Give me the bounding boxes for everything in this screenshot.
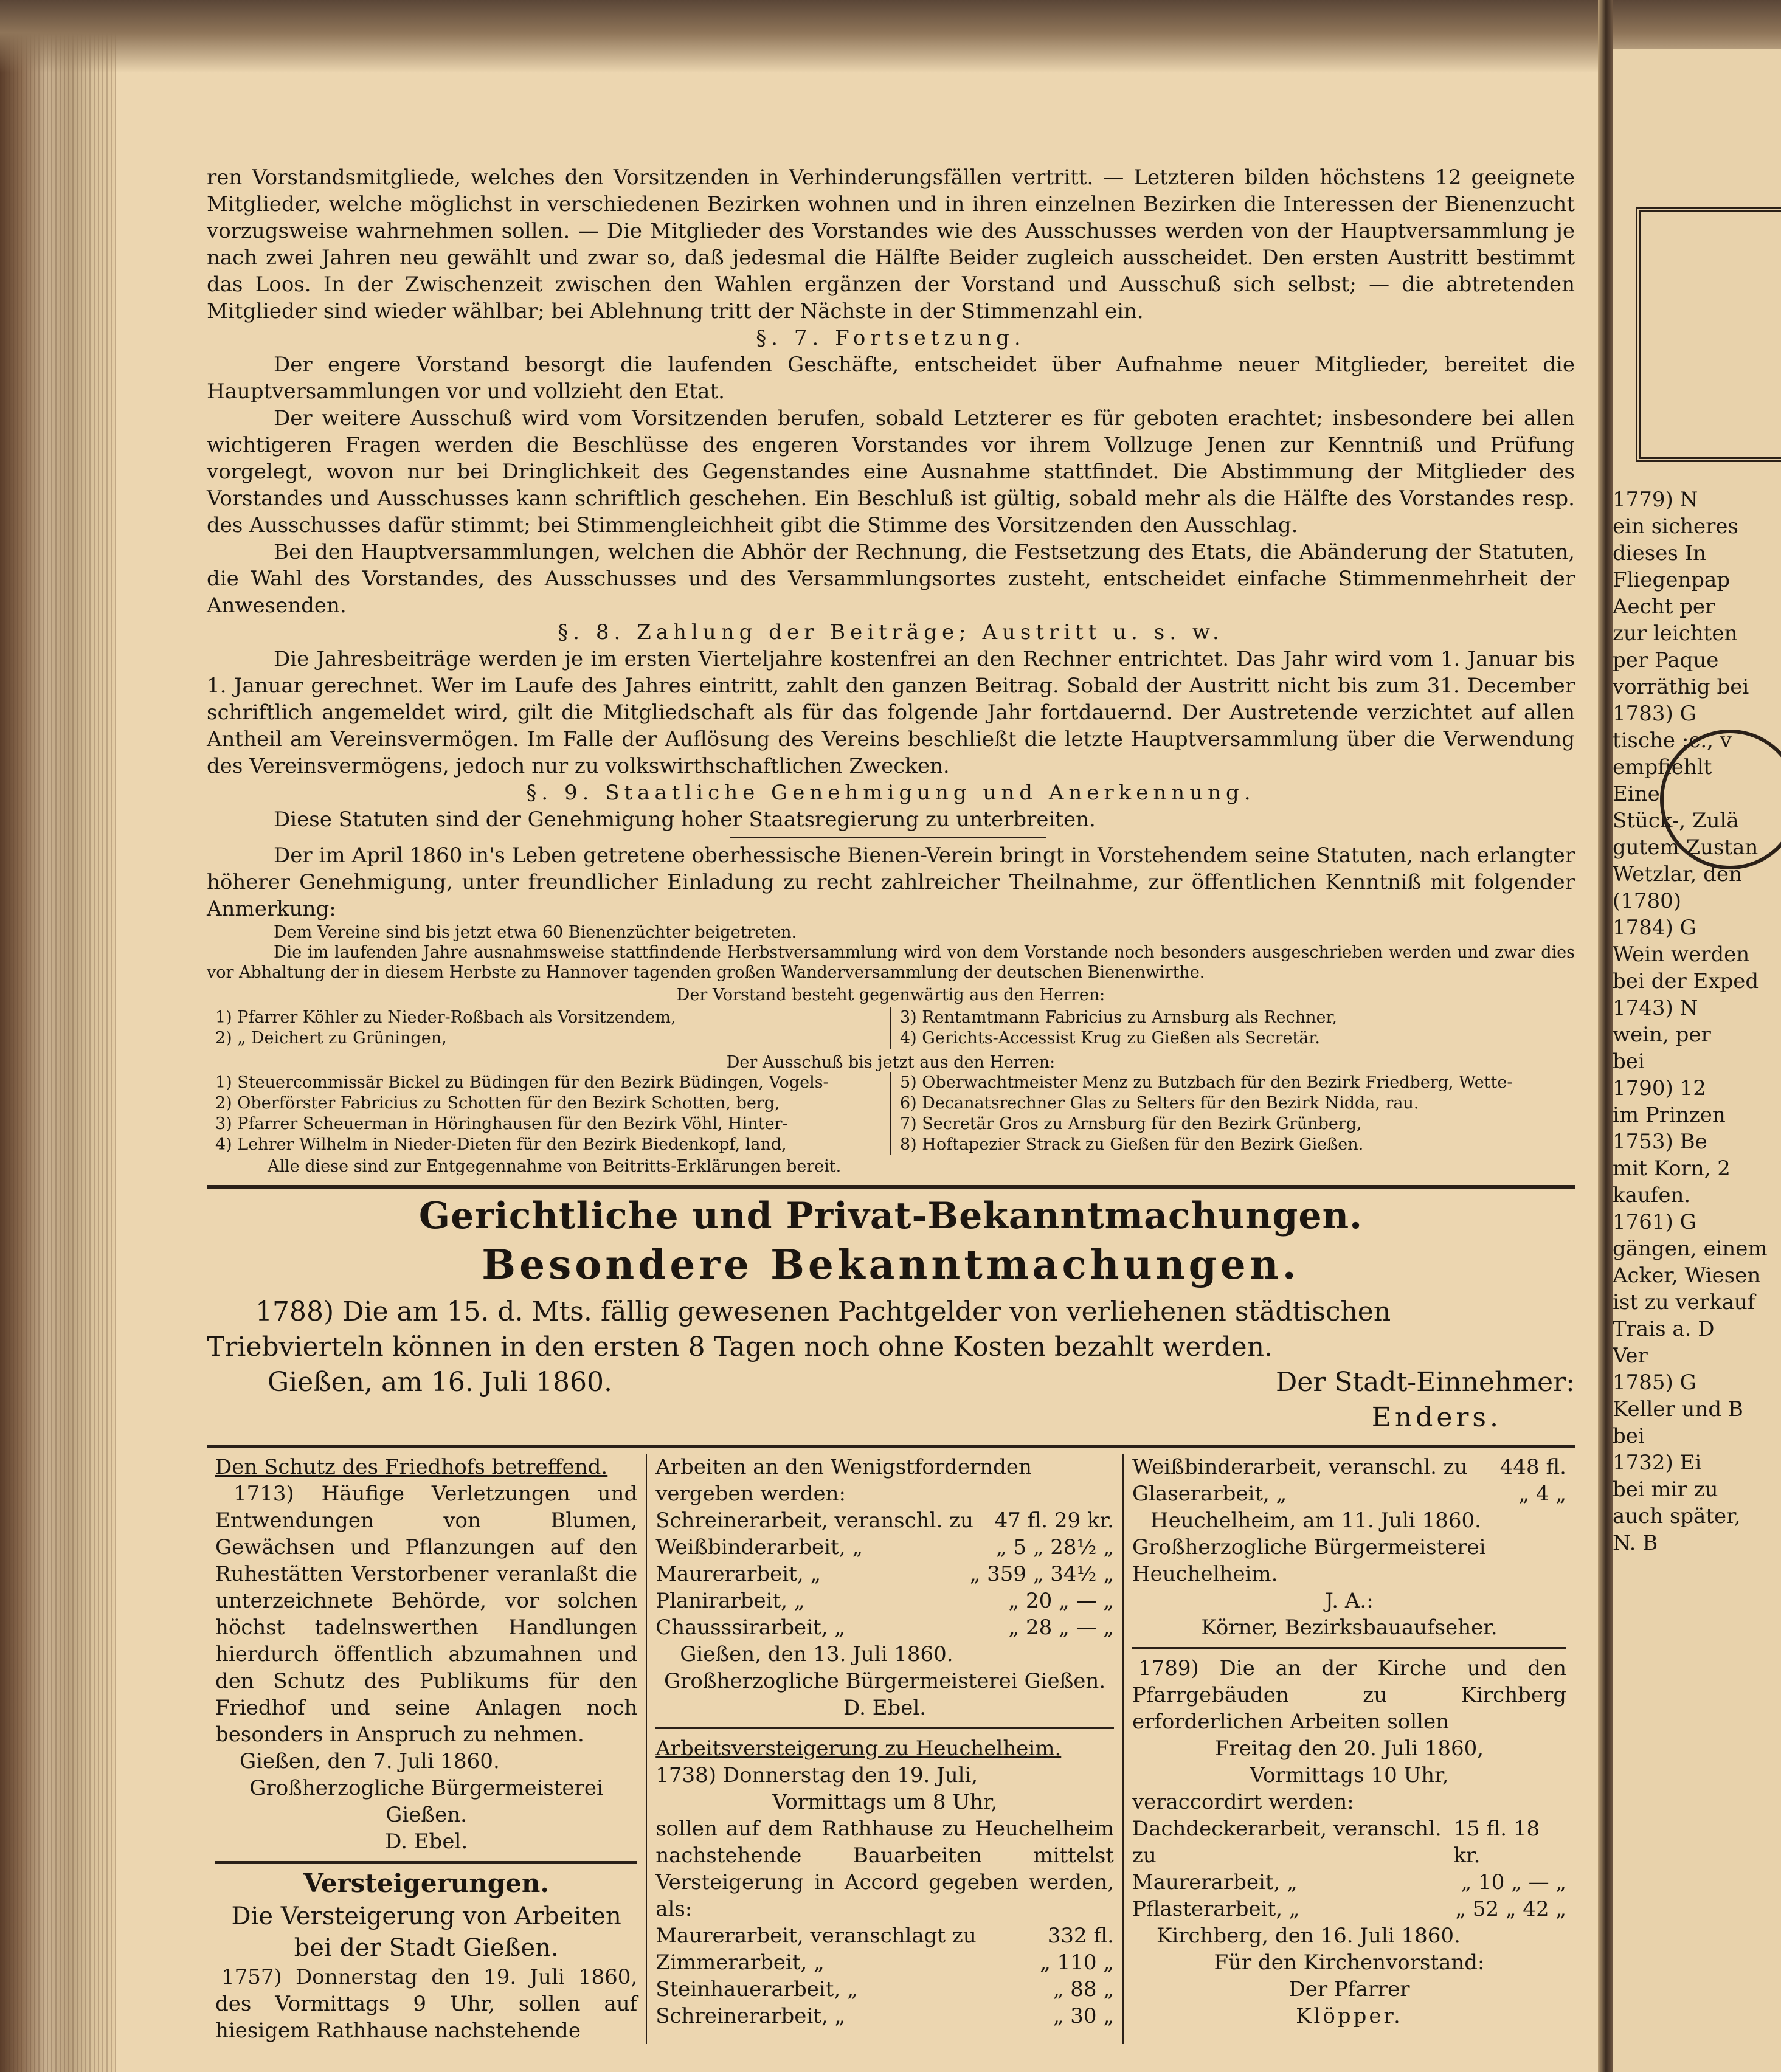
notice-1788-text: 1788) Die am 15. d. Mts. fällig gewesenen Pachtgelder von verliehenen städtischen Triebvierteln können in den ersten 8 Tagen noch ohne Kosten bezahlt werden. xyxy=(207,1296,1391,1362)
board-line: 2) „ Deichert zu Grüningen, xyxy=(215,1029,447,1048)
statutes-paragraph-4: Bei den Hauptversammlungen, welchen die Abhör der Rechnung, die Festsetzung des Etats, die Abänderung der Statuten, die Wahl des Vorstandes, des Ausschusses und des Versammlungsortes zusteht, entscheidet einfache Stimmenmehrheit der Anwesenden. xyxy=(207,540,1575,618)
adjacent-page-line: gutem Zustan xyxy=(1613,835,1759,860)
announce-paragraph: Der im April 1860 in's Leben getretene oberhessische Bienen-Verein bringt in Vorstehendem seine Statuten, nach erlangter höherer Genehmigung, unter freundlicher Einladung zu recht zahlreicher Theilnahme, zur öffentlichen Kenntniß mit folgender Anmerkung: xyxy=(207,843,1575,921)
adjacent-page-line: Aecht per xyxy=(1613,595,1715,619)
cost-item xyxy=(1132,1896,1566,1922)
cost-item xyxy=(655,1507,1114,1534)
cost-item-label: Zimmerarbeit, „ xyxy=(655,1950,825,1975)
arbeiten-list xyxy=(655,1507,1114,1641)
adjacent-page-line: gängen, einem xyxy=(1613,1237,1768,1261)
statutes-paragraph-3: Der weitere Ausschuß wird vom Vorsitzenden berufen, sobald Letzterer es für geboten erachtet; insbesondere bei allen wichtigeren Fragen werden die Beschlüsse des engeren Vorstandes vor ihrem Vollzuge Jenen zur Kenntniß und Prüfung vorgelegt, wovon nur bei Dringlichkeit des Gegenstandes eine Ausnahme stattfindet. Die Abstimmung der Mitglieder des Vorstandes und Ausschusses kann schriftlich geschehen. Ein Beschluß ist gültig, sobald mehr als die Hälfte des Vorstandes resp. des Ausschusses dafür stimmt; bei Stimmengleichheit gibt die Stimme des Vorsitzenden den Ausschlag. xyxy=(207,406,1575,537)
committee-list xyxy=(207,1072,1575,1155)
adjacent-page-line: mit Korn, 2 xyxy=(1613,1156,1731,1181)
adjacent-page-line: bei xyxy=(1613,1049,1645,1074)
newspaper-page xyxy=(207,164,1575,2044)
adjacent-page-line: Wein werden xyxy=(1613,942,1750,967)
adjacent-page-line: empfiehlt xyxy=(1613,755,1712,779)
adjacent-page-line: per Paque xyxy=(1613,648,1719,672)
heuchelheim-text-c: sollen auf dem Rathhause zu Heuchelheim nachstehende Bauarbeiten mittelst Versteigerung in Accord gegeben werden, als: xyxy=(655,1817,1114,1921)
adjacent-page-line: vorräthig bei xyxy=(1613,675,1749,699)
statutes-paragraph-6: Diese Statuten sind der Genehmigung hoher Staatsregierung zu unterbreiten. xyxy=(274,807,1096,832)
cost-item-label: Maurerarbeit, veranschlagt zu xyxy=(655,1924,977,1948)
cost-item xyxy=(655,1534,1114,1561)
committee-left xyxy=(207,1072,890,1155)
board-right xyxy=(890,1007,1575,1049)
announce-note-1: Dem Vereine sind bis jetzt etwa 60 Bienenzüchter beigetreten. xyxy=(274,923,797,942)
cost-item-value: „ 30 „ xyxy=(1053,2004,1114,2028)
notice-1788-signature xyxy=(207,1365,1575,1400)
divider xyxy=(730,837,1046,838)
friedhof-text: 1713) Häufige Verletzungen und Entwendungen von Blumen, Gewächsen und Pflanzungen auf den Ruhestätten Verstorbener veranlaßt die unterzeichnete Behörde, vor solchen höchst tadelnswerthen Handlungen hierdurch öffentlich abzumahnen und den Schutz des Publikums für den Friedhof und seine Anlagen noch besonders in Anspruch zu nehmen. xyxy=(215,1482,638,1747)
statutes-paragraph-5: Die Jahresbeiträge werden je im ersten Vierteljahre kostenfrei an den Rechner entrichtet. Das Jahr wird vom 1. Januar bis 1. Januar gerechnet. Wer im Laufe des Jahres eintritt, zahlt den ganzen Beitrag. Sobald der Austritt nicht bis zum 31. December schriftlich angemeldet wird, gilt die Mitgliedschaft als für das folgende Jahr fortdauernd. Der Austretende verzichtet auf allen Antheil am Vereinsvermögen. Im Falle der Auflösung des Vereins beschließt die letzte Hauptversammlung über die Verwendung des Vereinsvermögens, jedoch nur zu volkswirthschaftlichen Zwecken. xyxy=(207,647,1575,778)
adjacent-page-line: 1761) G xyxy=(1613,1210,1696,1234)
cost-item-label: Weißbinderarbeit, „ xyxy=(655,1535,863,1559)
cost-item-value: „ 110 „ xyxy=(1040,1950,1114,1975)
adjacent-page-line: 1732) Ei xyxy=(1613,1451,1702,1475)
cost-item xyxy=(1132,1454,1566,1480)
friedhof-title: Den Schutz des Friedhofs betreffend. xyxy=(215,1455,608,1479)
statutes-paragraph-2: Der engere Vorstand besorgt die laufenden Geschäfte, entscheidet über Aufnahme neuer Mitglieder, bereitet die Hauptversammlungen vor und vollzieht den Etat. xyxy=(207,353,1575,404)
cost-item-label: Maurerarbeit, „ xyxy=(655,1562,821,1586)
adjacent-page-line: bei der Exped xyxy=(1613,969,1759,993)
cost-item-value: 448 fl. xyxy=(1499,1455,1566,1479)
adjacent-page-line: 1779) N xyxy=(1613,488,1698,512)
heuchelheim-sign: Körner, Bezirksbauaufseher. xyxy=(1201,1615,1498,1640)
committee-line: 7) Secretär Gros zu Arnsburg für den Bezirk Grünberg, xyxy=(900,1114,1362,1133)
cost-item xyxy=(1132,1480,1566,1507)
adjacent-page-line: dieses In xyxy=(1613,541,1706,565)
cost-item-value: 332 fl. xyxy=(1047,1924,1114,1948)
ornament-frame xyxy=(1636,207,1781,462)
section-9-heading: §. 9. Staatliche Genehmigung und Anerkennung. xyxy=(526,781,1256,805)
book-gutter xyxy=(1598,0,1613,2072)
cost-item-value: „ 28 „ — „ xyxy=(1008,1615,1114,1640)
heuchelheim-date: Heuchelheim, am 11. Juli 1860. xyxy=(1150,1508,1481,1533)
committee-line: 8) Hoftapezier Strack zu Gießen für den Bezirk Gießen. xyxy=(900,1135,1364,1154)
cost-item-value: „ 10 „ — „ xyxy=(1461,1870,1566,1894)
cost-item xyxy=(655,1561,1114,1587)
committee-heading: Der Ausschuß bis jetzt aus den Herren: xyxy=(726,1053,1056,1072)
adjacent-page-line: N. B xyxy=(1613,1531,1658,1555)
notice-1788-name: Enders. xyxy=(1371,1402,1502,1433)
cost-item xyxy=(1132,1815,1566,1869)
adjacent-page-line: 1743) N xyxy=(1613,996,1698,1020)
adjacent-page-line: im Prinzen xyxy=(1613,1103,1726,1127)
divider xyxy=(207,1185,1575,1189)
adjacent-page-line: auch später, xyxy=(1613,1504,1741,1528)
adjacent-page-line: tische :c., v xyxy=(1613,728,1732,753)
heuchelheim-list xyxy=(655,1922,1114,2029)
versteigerung-text: 1757) Donnerstag den 19. Juli 1860, des Vormittags 9 Uhr, sollen auf hiesigem Rathhause nachstehende xyxy=(215,1965,638,2043)
section-heading-court: Gerichtliche und Privat-Bekanntmachungen. xyxy=(418,1195,1363,1237)
adjacent-page-line: 1783) G xyxy=(1613,702,1696,726)
cost-item xyxy=(1132,1869,1566,1896)
friedhof-office: Großherzogliche Bürgermeisterei Gießen. xyxy=(249,1776,603,1827)
cost-item-label: Maurerarbeit, „ xyxy=(1132,1870,1298,1894)
cost-item-value: „ 20 „ — „ xyxy=(1008,1589,1114,1613)
column-3 xyxy=(1124,1454,1575,2044)
versteigerungen-heading: Versteigerungen. xyxy=(303,1868,550,1898)
adjacent-page-line: (1780) xyxy=(1613,889,1682,913)
section-7-heading: §. 7. Fortsetzung. xyxy=(756,326,1026,350)
heuchelheim-office: Großherzogliche Bürgermeisterei Heuchelheim. xyxy=(1132,1535,1486,1586)
cost-item-label: Weißbinderarbeit, veranschl. zu xyxy=(1132,1455,1468,1479)
cost-item xyxy=(655,1614,1114,1641)
notice-1788-place: Gießen, am 16. Juli 1860. xyxy=(268,1367,612,1398)
committee-line: 1) Steuercommissär Bickel zu Büdingen für den Bezirk Büdingen, Vogels- xyxy=(215,1073,829,1092)
cost-item xyxy=(655,1922,1114,1949)
adjacent-page-line: Ver xyxy=(1613,1344,1648,1368)
cost-item xyxy=(655,1949,1114,1976)
cost-item-label: Dachdeckerarbeit, veranschl. zu xyxy=(1132,1817,1442,1868)
statutes-paragraph-1: ren Vorstandsmitgliede, welches den Vorsitzenden in Verhinderungsfällen vertritt. — Letzteren bilden höchstens 12 geeignete Mitglieder, welche möglichst in verschiedenen Bezirken wohnen und in ihren einzelnen Bezirken die Interessen der Bienenzucht vorzugsweise wahrnehmen sollen. — Die Mitglieder des Vorstandes wie des Ausschusses werden von der Hauptversammlung je nach zwei Jahren neu gewählt und zwar so, daß jedesmal die Hälfte Beider zugleich ausscheidet. Den ersten Austritt bestimmt das Loos. In der Zwischenzeit zwischen den Wahlen ergänzen der Vorstand und Ausschuß sich selbst; — die abtretenden Mitglieder sind wieder wählbar; bei Ablehnung tritt der Nächste in der Stimmenzahl ein. xyxy=(207,165,1575,323)
cost-item-value: „ 88 „ xyxy=(1053,1977,1114,2001)
committee-line: 5) Oberwachtmeister Menz zu Butzbach für den Bezirk Friedberg, Wette- xyxy=(900,1073,1513,1092)
kirchberg-date: Kirchberg, den 16. Juli 1860. xyxy=(1156,1924,1461,1948)
divider xyxy=(1132,1647,1566,1649)
kirchberg-role: Für den Kirchenvorstand: xyxy=(1214,1950,1485,1975)
committee-line: 2) Oberförster Fabricius zu Schotten für den Bezirk Schotten, berg, xyxy=(215,1094,780,1113)
board-line: 3) Rentamtmann Fabricius zu Arnsburg als Rechner, xyxy=(900,1008,1338,1027)
adjacent-page-line: kaufen. xyxy=(1613,1183,1691,1207)
divider xyxy=(215,1861,637,1864)
announce-note-2: Die im laufenden Jahre ausnahmsweise stattfindende Herbstversammlung wird von dem Vorstande noch besonders ausgeschrieben werden und zwar dies vor Abhaltung der in diesem Herbste zu Hannover tagenden großen Wanderversammlung der deutschen Bienenwirthe. xyxy=(207,943,1575,982)
arbeiten-date: Gießen, den 13. Juli 1860. xyxy=(680,1642,953,1666)
friedhof-sign: D. Ebel. xyxy=(385,1829,468,1854)
divider xyxy=(655,1727,1114,1729)
kirchberg-list xyxy=(1132,1815,1566,1922)
committee-closing: Alle diese sind zur Entgegennahme von Beitritts-Erklärungen bereit. xyxy=(268,1157,842,1176)
cost-item-value: „ 359 „ 34½ „ xyxy=(969,1562,1114,1586)
adjacent-page-line: Wetzlar, den xyxy=(1613,862,1742,886)
adjacent-page-line: ist zu verkauf xyxy=(1613,1290,1755,1314)
book-page-edge xyxy=(0,0,116,2072)
adjacent-page-line: 1785) G xyxy=(1613,1370,1696,1395)
kirchberg-role-2: Der Pfarrer xyxy=(1288,1977,1410,2001)
adjacent-page-line: Keller und B xyxy=(1613,1397,1743,1421)
adjacent-page-line: Eine xyxy=(1613,782,1660,806)
kirchberg-veracc: veraccordirt werden: xyxy=(1132,1790,1354,1814)
heuchelheim-text-a: 1738) Donnerstag den 19. Juli, xyxy=(655,1763,978,1787)
cost-item-label: Planirarbeit, „ xyxy=(655,1589,805,1613)
cost-item-label: Chausssirarbeit, „ xyxy=(655,1615,845,1640)
committee-line: 4) Lehrer Wilhelm in Nieder-Dieten für den Bezirk Biedenkopf, land, xyxy=(215,1135,787,1154)
adjacent-page-line: 1790) 12 xyxy=(1613,1076,1706,1100)
board-heading: Der Vorstand besteht gegenwärtig aus den Herren: xyxy=(676,986,1105,1004)
adjacent-page-line: Acker, Wiesen xyxy=(1613,1263,1761,1288)
cost-item-label: Steinhauerarbeit, „ xyxy=(655,1977,858,2001)
adjacent-page-line: Stück-, Zulä xyxy=(1613,809,1739,833)
cost-item-label: Glaserarbeit, „ xyxy=(1132,1482,1287,1506)
cost-item xyxy=(655,1587,1114,1614)
cost-item-label: Pflasterarbeit, „ xyxy=(1132,1897,1300,1921)
arbeiten-office: Großherzogliche Bürgermeisterei Gießen. xyxy=(664,1669,1106,1693)
cost-item-value: 47 fl. 29 kr. xyxy=(994,1508,1114,1533)
board-line: 4) Gerichts-Accessist Krug zu Gießen als Secretär. xyxy=(900,1029,1320,1048)
heuchelheim-title: Arbeitsversteigerung zu Heuchelheim. xyxy=(655,1736,1062,1761)
adjacent-page-line: 1753) Be xyxy=(1613,1130,1707,1154)
cost-item xyxy=(655,1976,1114,2003)
section-8-heading: §. 8. Zahlung der Beiträge; Austritt u. s. w. xyxy=(558,620,1224,644)
cost-item-value: „ 4 „ xyxy=(1518,1482,1566,1506)
cost-item-value: „ 5 „ 28½ „ xyxy=(996,1535,1114,1559)
adjacent-page-line: zur leichten xyxy=(1613,621,1738,646)
board-line: 1) Pfarrer Köhler zu Nieder-Roßbach als Vorsitzendem, xyxy=(215,1008,676,1027)
adjacent-page-line: 1784) G xyxy=(1613,916,1696,940)
notice-columns xyxy=(207,1445,1575,2044)
column-2 xyxy=(647,1454,1124,2044)
adjacent-page-line: Trais a. D xyxy=(1613,1317,1715,1341)
cost-item xyxy=(655,2003,1114,2029)
committee-line: 3) Pfarrer Scheuerman in Höringhausen für den Bezirk Vöhl, Hinter- xyxy=(215,1114,788,1133)
friedhof-date: Gießen, den 7. Juli 1860. xyxy=(240,1749,500,1773)
adjacent-page-line: bei xyxy=(1613,1424,1645,1448)
heuchelheim-ia: J. A.: xyxy=(1325,1589,1374,1613)
cost-item-label: Schreinerarbeit, „ xyxy=(655,2004,846,2028)
heuchelheim-text-b: Vormittags um 8 Uhr, xyxy=(772,1790,998,1814)
committee-right xyxy=(890,1072,1575,1155)
kirchberg-when-1: Freitag den 20. Juli 1860, xyxy=(1214,1736,1484,1761)
cost-item-value: „ 52 „ 42 „ xyxy=(1455,1897,1566,1921)
adjacent-page-line: ein sicheres xyxy=(1613,514,1738,539)
versteigerung-sub: Die Versteigerung von Arbeiten bei der Stadt Gießen. xyxy=(231,1902,621,1962)
adjacent-page-line: bei mir zu xyxy=(1613,1477,1718,1502)
arbeiten-intro: Arbeiten an den Wenigstfordernden vergeben werden: xyxy=(655,1455,1032,1506)
kirchberg-when-2: Vormittags 10 Uhr, xyxy=(1250,1763,1449,1787)
cost-item-value: 15 fl. 18 kr. xyxy=(1453,1817,1540,1868)
section-heading-special: Besondere Bekanntmachungen. xyxy=(482,1241,1300,1288)
committee-line: 6) Decanatsrechner Glas zu Selters für den Bezirk Nidda, rau. xyxy=(900,1094,1419,1113)
page-top-shadow xyxy=(0,0,1781,73)
kirchberg-sign: Klöpper. xyxy=(1296,2004,1403,2028)
kirchberg-text: 1789) Die an der Kirche und den Pfarrgebäuden zu Kirchberg erforderlichen Arbeiten sollen xyxy=(1132,1656,1566,1734)
heuchelheim-list-cont xyxy=(1132,1454,1566,1507)
arbeiten-sign: D. Ebel. xyxy=(843,1696,927,1720)
board-left xyxy=(207,1007,890,1049)
column-1 xyxy=(207,1454,647,2044)
cost-item-label: Schreinerarbeit, veranschl. zu xyxy=(655,1508,973,1533)
adjacent-page-line: Fliegenpap xyxy=(1613,568,1731,592)
board-list xyxy=(207,1007,1575,1049)
adjacent-page-line: wein, per xyxy=(1613,1023,1711,1047)
notice-1788-role: Der Stadt-Einnehmer: xyxy=(1276,1367,1575,1398)
